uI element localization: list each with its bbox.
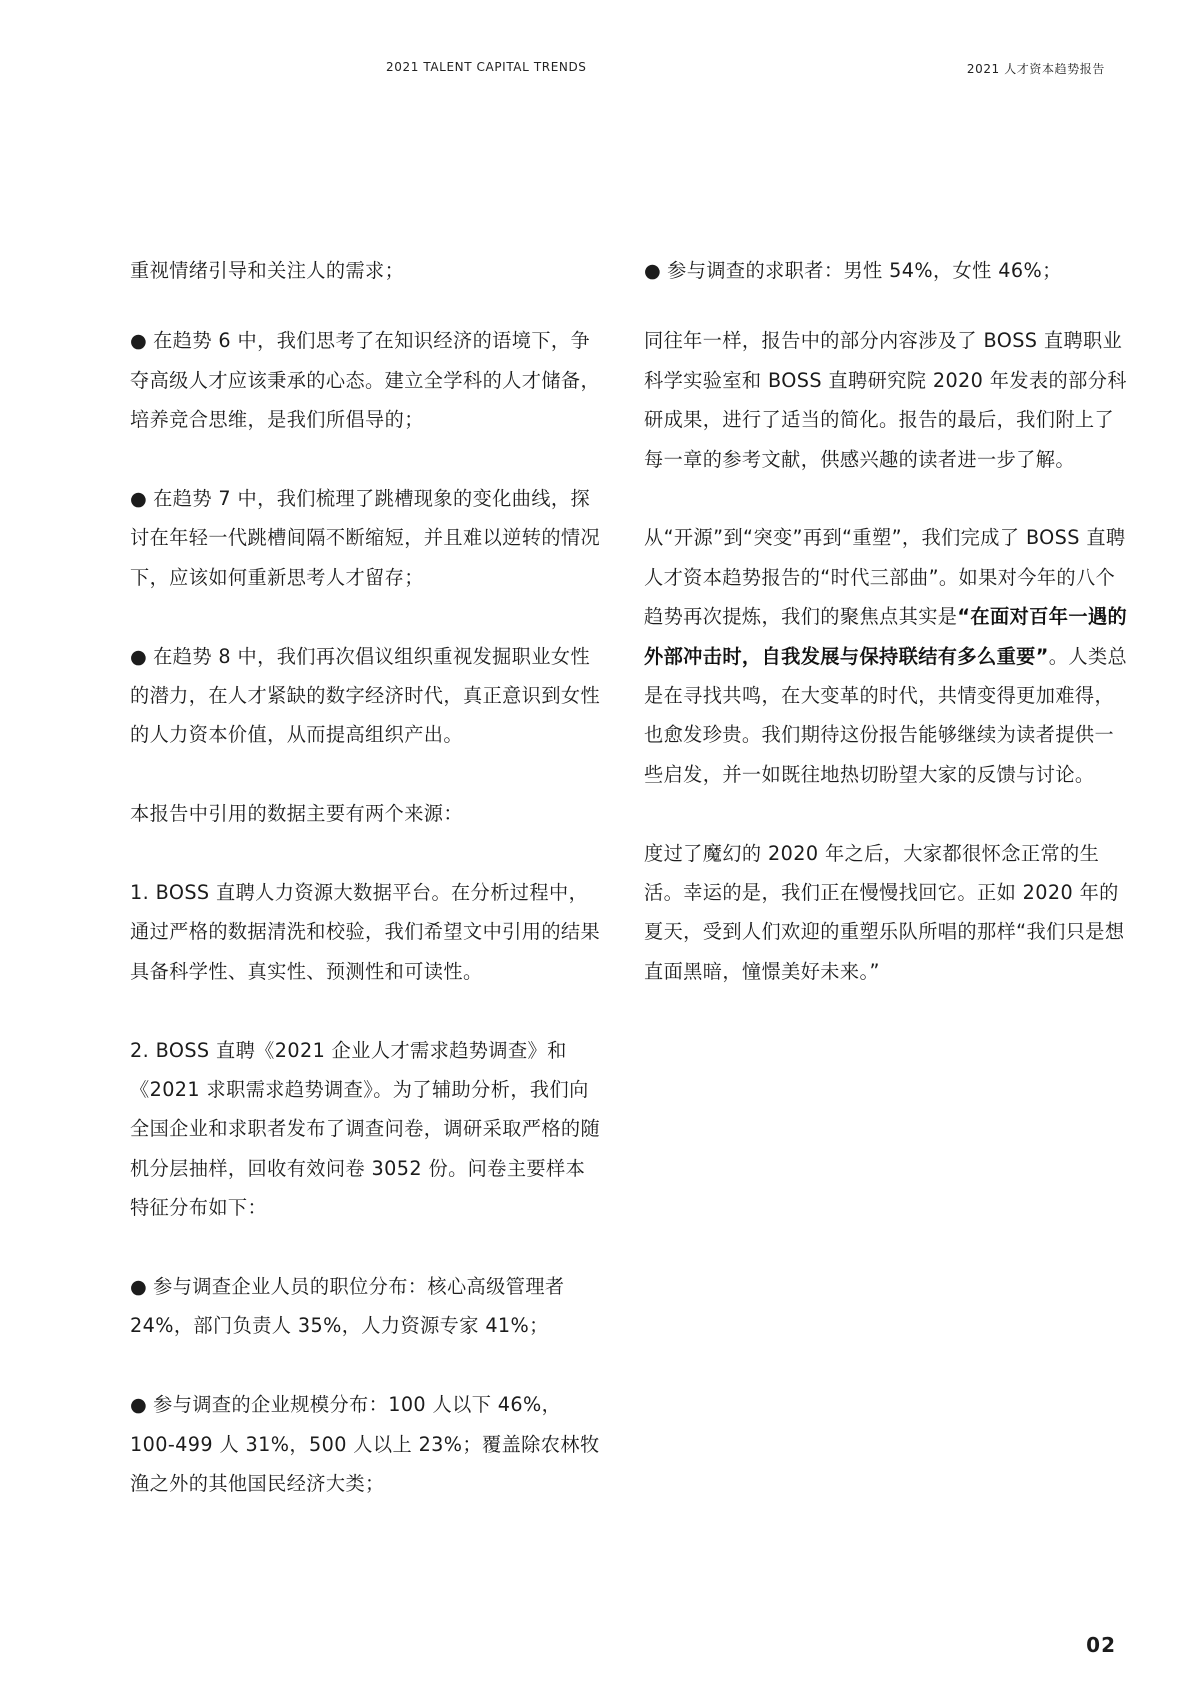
bullet-paragraph: [130, 321, 603, 439]
header-title-en: 2021 TALENT CAPITAL TRENDS: [386, 60, 587, 74]
header-title-cn: 2021 人才资本趋势报告: [966, 62, 1105, 76]
bullet-paragraph: [130, 479, 603, 597]
text-run: 。人类总是在寻找共鸣，在大变革的时代，共情变得更加难得，也愈发珍贵。我们期待这份报告能够继续为读者提供一些启发，并一如既往地热切盼望大家的反馈与讨论。: [644, 644, 1128, 786]
paragraph: 2. BOSS 直聘《2021 企业人才需求趋势调查》和《2021 求职需求趋势调查》。为了辅助分析，我们向全国企业和求职者发布了调查问卷，调研采取严格的随机分层抽样，回收有效问卷 3052 份。问卷主要样本特征分布如下：: [130, 1038, 601, 1220]
left-column: [130, 251, 603, 1543]
paragraph: 1. BOSS 直聘人力资源大数据平台。在分析过程中，通过严格的数据清洗和校验，我们希望文中引用的结果具备科学性、真实性、预测性和可读性。: [130, 881, 601, 983]
highlighted-text: “在面对百年一遇的外部冲击时，自我发展与保持联结有多么重要”: [644, 605, 1128, 668]
paragraph: 本报告中引用的数据主要有两个来源：: [130, 802, 463, 826]
bullet-text: 参与调查的求职者：男性 54%，女性 46%；: [667, 259, 1062, 282]
bullet-icon: ●: [130, 1275, 148, 1299]
bullet-text: 参与调查的企业规模分布：100 人以下 46%，100-499 人 31%，500 人以上 23%；覆盖除农林牧渔之外的其他国民经济大类；: [130, 1393, 600, 1496]
text-run: 从“开源”到“突变”再到“重塑”，我们完成了 BOSS 直聘人才资本趋势报告的“时代三部曲”。如果对今年的八个趋势再次提炼，我们的聚焦点其实是: [644, 526, 1126, 629]
bullet-icon: ●: [130, 1393, 148, 1417]
bullet-paragraph: [130, 637, 603, 755]
bullet-icon: ●: [130, 487, 148, 511]
bullet-text: 在趋势 6 中，我们思考了在知识经济的语境下，争夺高级人才应该秉承的心态。建立全学科的人才储备，培养竞合思维，是我们所倡导的；: [130, 329, 601, 432]
paragraph: 重视情绪引导和关注人的需求；: [130, 259, 405, 282]
right-column: [644, 251, 1128, 1031]
bullet-paragraph: [130, 1385, 603, 1503]
bullet-icon: ●: [130, 644, 148, 668]
bullet-icon: ●: [130, 329, 148, 353]
bullet-text: 参与调查企业人员的职位分布：核心高级管理者 24%，部门负责人 35%，人力资源专家 41%；: [130, 1275, 565, 1338]
bullet-paragraph: [130, 1267, 603, 1346]
bullet-text: 在趋势 8 中，我们再次倡议组织重视发掘职业女性的潜力，在人才紧缺的数字经济时代，真正意识到女性的人力资本价值，从而提高组织产出。: [130, 644, 601, 747]
bullet-icon: ●: [644, 259, 662, 282]
bullet-paragraph: [644, 251, 1128, 290]
paragraph: 同往年一样，报告中的部分内容涉及了 BOSS 直聘职业科学实验室和 BOSS 直聘研究院 2020 年发表的部分科研成果，进行了适当的简化。报告的最后，我们附上了每一章的参考文献，供感兴趣的读者进一步了解。: [644, 329, 1127, 471]
paragraph: 度过了魔幻的 2020 年之后，大家都很怀念正常的生活。幸运的是，我们正在慢慢找回它。正如 2020 年的夏天，受到人们欢迎的重塑乐队所唱的那样“我们只是想直面黑暗，憧憬美好未来。”: [644, 841, 1125, 983]
paragraph-with-highlight: [644, 518, 1128, 794]
bullet-text: 在趋势 7 中，我们梳理了跳槽现象的变化曲线，探讨在年轻一代跳槽间隔不断缩短，并且难以逆转的情况下，应该如何重新思考人才留存；: [130, 487, 601, 589]
page-number: 02: [1086, 1633, 1116, 1657]
